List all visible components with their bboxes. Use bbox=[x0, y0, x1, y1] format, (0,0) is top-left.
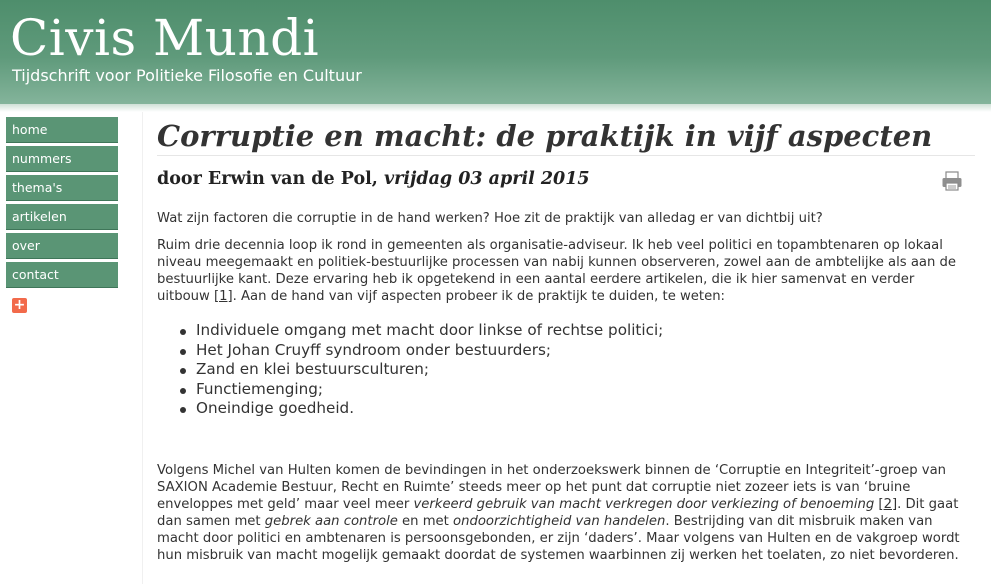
sidebar bbox=[0, 112, 143, 584]
site-subtitle: Tijdschrift voor Politieke Filosofie en Cultuur bbox=[12, 66, 362, 85]
list-item: Het Johan Cruyff syndroom onder bestuurders; bbox=[178, 341, 663, 361]
nav-item-over[interactable]: over bbox=[6, 233, 118, 259]
byline-author: door Erwin van de Pol, bbox=[157, 169, 384, 189]
nav-item-home[interactable]: home bbox=[6, 117, 118, 143]
footnote-link-1[interactable]: [1] bbox=[213, 289, 233, 304]
header-divider bbox=[0, 104, 991, 112]
paragraph-2-text-a: Volgens Michel van Hulten komen de bevindingen in het onderzoekswerk binnen de ‘Corruptie en Integriteit’-groep van SAXION Academie Bestuur, Recht en Ruimte’ steeds meer op het punt dat corruptie niet zozeer iets is van ‘bruine enveloppes met geld’ maar veel meer bbox=[157, 463, 947, 512]
title-divider bbox=[157, 155, 975, 156]
paragraph-2-emphasis-3: ondoorzichtigheid van handelen bbox=[453, 514, 666, 529]
paragraph-2-emphasis-2: gebrek aan controle bbox=[264, 514, 398, 529]
article-byline bbox=[157, 167, 590, 191]
article-paragraph-1 bbox=[157, 237, 969, 305]
article-title: Corruptie en macht: de praktijk in vijf aspecten bbox=[157, 119, 933, 153]
add-plus-button[interactable]: + bbox=[13, 297, 26, 313]
list-item: Oneindige goedheid. bbox=[178, 399, 663, 419]
list-item: Individuele omgang met macht door linkse of rechtse politici; bbox=[178, 321, 663, 341]
nav-item-nummers[interactable]: nummers bbox=[6, 146, 118, 172]
article-intro: Wat zijn factoren die corruptie in de hand werken? Hoe zit de praktijk van alledag er van dichtbij uit? bbox=[157, 211, 823, 226]
byline-date: vrijdag 03 april 2015 bbox=[383, 169, 590, 189]
nav-item-contact[interactable]: contact bbox=[6, 262, 118, 288]
list-item: Functiemenging; bbox=[178, 380, 663, 400]
paragraph-2-emphasis-1: verkeerd gebruik van macht verkregen door verkiezing of benoeming bbox=[413, 497, 875, 512]
print-icon[interactable] bbox=[941, 170, 963, 192]
article-paragraph-2 bbox=[157, 462, 969, 564]
paragraph-2-text-b: . Dit gaat dan samen met bbox=[157, 497, 959, 529]
paragraph-1-tail: . Aan de hand van vijf aspecten probeer ik de praktijk te duiden, te weten: bbox=[232, 289, 725, 304]
site-header bbox=[0, 0, 991, 104]
aspects-list bbox=[178, 321, 663, 419]
paragraph-2-text-c: en met bbox=[397, 514, 454, 529]
list-item: Zand en klei bestuursculturen; bbox=[178, 360, 663, 380]
paragraph-1-text: Ruim drie decennia loop ik rond in gemeenten als organisatie-adviseur. Ik heb veel politici en topambtenaren op lokaal niveau meegemaakt en politiek-bestuurlijke processen van nabij kunnen observeren, zowel aan de ambtelijke als aan de bestuurlijke kant. Deze ervaring heb ik opgetekend in een aantal eerdere artikelen, die ik hier samenvat en verder uitbouw bbox=[157, 238, 957, 304]
footnote-link-2[interactable]: [2] bbox=[878, 497, 898, 512]
site-title[interactable]: Civis Mundi bbox=[10, 9, 320, 67]
paragraph-2-text-d: . Bestrijding van dit misbruik maken van macht door politici en ambtenaren is persoonsgebonden, er zijn ‘daders’. Maar volgens van Hulten en de vakgroep wordt hun misbruik van macht mogelijk gemaakt doordat de systemen waarbinnen zij werken het toelaten, zo niet bevorderen. bbox=[157, 514, 960, 563]
nav-item-themas[interactable]: thema's bbox=[6, 175, 118, 201]
nav-item-artikelen[interactable]: artikelen bbox=[6, 204, 118, 230]
